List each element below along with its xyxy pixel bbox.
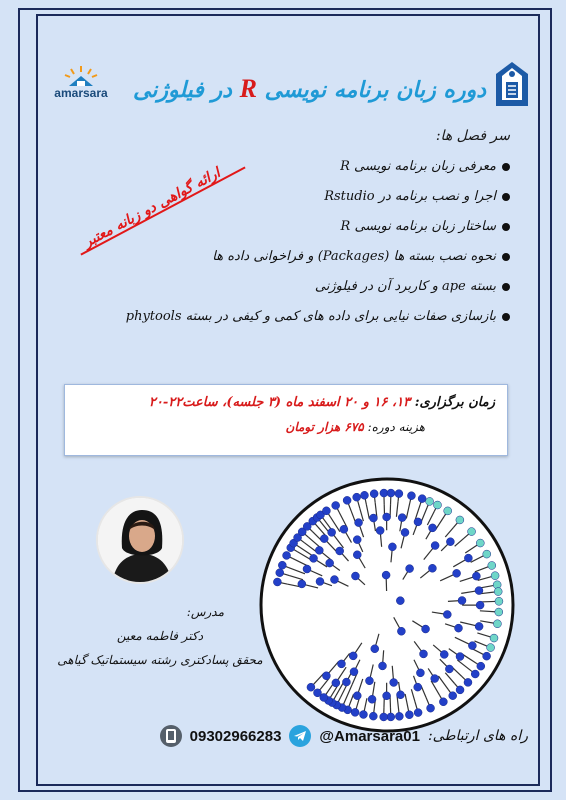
list-item-text: بازسازی صفات نیایی برای داده های کمی و کیفی در بسته phytools — [125, 309, 496, 324]
tree-node — [449, 692, 457, 700]
bullet-icon — [502, 313, 510, 321]
bullet-icon — [502, 223, 510, 231]
tree-node — [326, 559, 334, 567]
tree-node — [428, 564, 436, 572]
tree-node — [475, 587, 483, 595]
tree-node — [283, 551, 291, 559]
tree-node — [369, 514, 377, 522]
bullet-icon — [502, 253, 510, 261]
tree-node — [472, 572, 480, 580]
tree-node — [303, 565, 311, 573]
phylogenetic-tree-image — [256, 474, 518, 736]
contact-bar — [40, 718, 532, 754]
tree-node — [353, 493, 361, 501]
tree-node — [310, 554, 318, 562]
tree-node — [429, 524, 437, 532]
tree-node — [414, 709, 422, 717]
tree-node — [330, 576, 338, 584]
tree-node — [468, 642, 476, 650]
list-item — [50, 182, 510, 212]
contact-label: راه های ارتباطی: — [427, 728, 528, 744]
tree-node — [445, 665, 453, 673]
tree-node — [396, 597, 404, 605]
tree-node — [353, 536, 361, 544]
tree-node — [313, 689, 321, 697]
list-item-text: ساختار زبان برنامه نویسی R — [340, 219, 496, 234]
tree-node — [456, 516, 464, 524]
tree-node — [416, 669, 424, 677]
tree-node — [397, 627, 405, 635]
telegram-icon[interactable] — [289, 725, 311, 747]
tree-node — [350, 668, 358, 676]
title-part-2: در فیلوژنی — [132, 77, 232, 103]
tree-node — [332, 501, 340, 509]
tree-node — [431, 675, 439, 683]
tree-node — [351, 572, 359, 580]
tree-node — [426, 497, 434, 505]
tree-node — [353, 692, 361, 700]
fee-line — [77, 420, 495, 434]
bullet-icon — [502, 193, 510, 201]
tree-node — [487, 644, 495, 652]
instructor-name: دکتر فاطمه معین — [116, 629, 204, 643]
tree-node — [476, 539, 484, 547]
tree-node — [406, 565, 414, 573]
phone-icon[interactable] — [160, 725, 182, 747]
tree-node — [376, 527, 384, 535]
tree-node — [337, 660, 345, 668]
certificate-banner: ارائه گواهی دو زبانه معتبر — [81, 165, 223, 251]
tree-node — [382, 571, 390, 579]
tree-node — [422, 625, 430, 633]
tree-node — [342, 678, 350, 686]
tree-node — [433, 501, 441, 509]
tree-node — [320, 535, 328, 543]
tree-node — [453, 569, 461, 577]
bullet-icon — [502, 283, 510, 291]
tree-node — [332, 679, 340, 687]
bullet-icon — [502, 163, 510, 171]
university-logo — [494, 60, 530, 108]
list-item — [50, 242, 510, 272]
tree-node — [493, 620, 501, 628]
tree-node — [464, 678, 472, 686]
tree-node — [273, 578, 281, 586]
tree-node — [483, 652, 491, 660]
schedule-label: زمان برگزاری: — [414, 395, 495, 410]
page-title — [133, 74, 486, 104]
university-emblem-icon — [494, 60, 530, 108]
list-item — [50, 272, 510, 302]
title-r: R — [239, 74, 257, 103]
phone-number[interactable]: 09302966283 — [189, 727, 282, 745]
phylogeny-circle-icon — [256, 474, 518, 736]
tree-node — [351, 708, 359, 716]
tree-node — [353, 551, 361, 559]
tree-node — [439, 698, 447, 706]
list-item — [50, 152, 510, 182]
tree-node — [395, 490, 403, 498]
tree-node — [491, 572, 499, 580]
instructor-info — [50, 600, 270, 672]
tree-node — [456, 653, 464, 661]
tree-node — [316, 577, 324, 585]
tree-node — [365, 677, 373, 685]
amarsara-logo — [46, 64, 116, 112]
tree-node — [315, 546, 323, 554]
tree-node — [360, 491, 368, 499]
list-item — [50, 302, 510, 332]
list-item-text: بسته ape و کاربرد آن در فیلوژنی — [314, 279, 496, 294]
tree-node — [322, 672, 330, 680]
tree-node — [371, 645, 379, 653]
list-item-text: اجرا و نصب برنامه در Rstudio — [324, 189, 496, 204]
tree-node — [383, 513, 391, 521]
tree-node — [488, 561, 496, 569]
tree-node — [464, 554, 472, 562]
portrait-icon — [98, 498, 184, 584]
instructor-title: محقق پسادکتری رشته سیستماتیک گیاهی — [57, 653, 263, 667]
tree-node — [418, 495, 426, 503]
tree-node — [370, 490, 378, 498]
tree-node — [387, 489, 395, 497]
fee-label: هزینه دوره: — [367, 420, 425, 434]
tree-node — [454, 624, 462, 632]
sunrise-house-icon — [61, 64, 101, 90]
tree-node — [349, 652, 357, 660]
tree-node — [388, 543, 396, 551]
tree-node — [456, 686, 464, 694]
tree-node — [390, 678, 398, 686]
tree-node — [427, 704, 435, 712]
tree-node — [276, 569, 284, 577]
tree-node — [446, 538, 454, 546]
instructor-photo — [96, 496, 184, 584]
tree-node — [355, 519, 363, 527]
tree-node — [495, 597, 503, 605]
tree-node — [494, 588, 502, 596]
tree-node — [431, 542, 439, 550]
tree-node — [401, 528, 409, 536]
syllabus-list — [50, 152, 510, 332]
tree-node — [495, 608, 503, 616]
instructor-label: مدرس: — [186, 605, 224, 619]
tree-node — [322, 507, 330, 515]
tree-node — [307, 683, 315, 691]
tree-node — [343, 496, 351, 504]
schedule-dates: ۱۳، ۱۶ و ۲۰ اسفند ماه (۳ جلسه)، ساعت۲۲-۲۰ — [148, 395, 411, 410]
brand-name: amarsara — [54, 86, 108, 100]
tree-node — [368, 695, 376, 703]
schedule-line — [77, 395, 495, 410]
telegram-handle[interactable]: @Amarsara01 — [319, 727, 420, 745]
tree-node — [328, 528, 336, 536]
tree-node — [476, 601, 484, 609]
tree-node — [443, 610, 451, 618]
title-part-1: دوره زبان برنامه نویسی — [264, 77, 486, 103]
tree-node — [397, 691, 405, 699]
tree-node — [477, 662, 485, 670]
tree-node — [278, 561, 286, 569]
fee-value: ۶۷۵ هزار تومان — [285, 420, 364, 434]
tree-node — [483, 550, 491, 558]
tree-node — [490, 634, 498, 642]
tree-node — [379, 662, 387, 670]
syllabus-heading: سر فصل ها: — [435, 128, 510, 144]
tree-node — [407, 492, 415, 500]
tree-node — [336, 547, 344, 555]
tree-node — [444, 507, 452, 515]
tree-node — [298, 580, 306, 588]
tree-node — [468, 528, 476, 536]
tree-node — [398, 514, 406, 522]
tree-node — [414, 683, 422, 691]
schedule-box — [64, 384, 508, 456]
tree-node — [340, 525, 348, 533]
tree-node — [458, 597, 466, 605]
header — [40, 60, 530, 120]
tree-node — [440, 650, 448, 658]
tree-node — [414, 518, 422, 526]
tree-node — [475, 622, 483, 630]
tree-node — [383, 692, 391, 700]
list-item-text: معرفی زبان برنامه نویسی R — [340, 159, 496, 174]
tree-node — [419, 650, 427, 658]
tree-node — [471, 670, 479, 678]
list-item-text: نحوه نصب بسته ها (Packages) و فراخوانی داده ها — [212, 249, 496, 264]
